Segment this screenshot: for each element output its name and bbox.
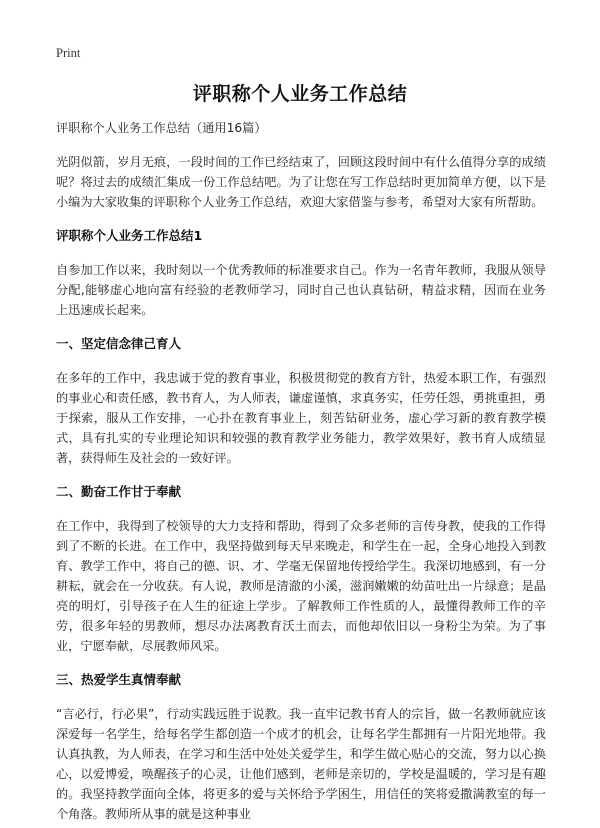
part-3-heading: 三、热爱学生真情奉献: [56, 672, 182, 687]
part-3-paragraph: “言必行，行必果”，行动实践远胜于说教。我一直牢记教书育人的宗旨，做一名教师就应该深爱每一名学生，给每名学生都创造一个成才的机会，让每名学生都拥有一片阳光地带。我认真执教，为人师表，在学习和生活中处处关爱学生，和学生做心贴心的交流，努力以心换心，以爱博爱，唤醒孩子的心灵，让他们感到，老师是亲切的，学校是温暖的，学习是有趣的。我坚持教学面向全体，将更多的爱与关怀给予学困生，用信任的笑将爱撒满教室的每一个角落。教师所从事的就是这种事业: [56, 707, 546, 821]
document-title: 评职称个人业务工作总结: [192, 83, 408, 105]
part-2-paragraph: 在工作中，我得到了校领导的大力支持和帮助，得到了众多老师的言传身教，使我的工作得到了不断的长进。在工作中，我坚持做到每天早来晚走，和学生在一起，全身心地投入到教育、教学工作中，将自己的德、识、才、学毫无保留地传授给学生。我深切地感到，有一分耕耘，就会在一分收获。有人说，教师是清澈的小溪，滋润嫩嫩的幼苗吐出一片绿意；是晶亮的明灯，引导孩子在人生的征途上学步。了解教师工作性质的人，最懂得教师工作的辛劳，很多年轻的男教师，想尽办法离教育沃土而去，而他却依旧以一身粉尘为荣。为了事业，宁愿奉献，尽展教师风采。: [56, 519, 546, 653]
print-link[interactable]: Print: [56, 46, 81, 60]
intro-paragraph: 光阴似箭，岁月无痕，一段时间的工作已经结束了，回顾这段时间中有什么值得分享的成绩呢？将过去的成绩汇集成一份工作总结吧。为了让您在写工作总结时更加简单方便，以下是小编为大家收集的评职称个人业务工作总结，欢迎大家借鉴与参考，希望对大家有所帮助。: [56, 155, 546, 209]
part-2-heading: 二、勤奋工作甘于奉献: [56, 484, 182, 499]
section-1-heading: 评职称个人业务工作总结1: [56, 228, 203, 243]
document-body: [56, 118, 546, 828]
section-1-intro-paragraph: 自参加工作以来，我时刻以一个优秀教师的标准要求自己。作为一名青年教师，我服从领导分配,能够虚心地向富有经验的老教师学习，同时自己也认真钻研，精益求精，因而在业务上迅速成长起来。: [56, 263, 546, 317]
document-subtitle: 评职称个人业务工作总结（通用16篇）: [56, 121, 267, 135]
part-1-heading: 一、坚定信念律己育人: [56, 336, 182, 351]
part-1-paragraph: 在多年的工作中，我忠诚于党的教育事业，积极贯彻党的教育方针，热爱本职工作，有强烈的事业心和责任感，教书育人，为人师表，谦虚谨慎，求真务实，任劳任怨，勇挑重担，勇于探索，服从工作安排，一心扑在教育事业上，刻苦钻研业务，虚心学习新的教育教学模式，具有扎实的专业理论知识和较强的教育教学业务能力，教学效果好，教书育人成绩显著，获得师生及社会的一致好评。: [56, 371, 546, 465]
